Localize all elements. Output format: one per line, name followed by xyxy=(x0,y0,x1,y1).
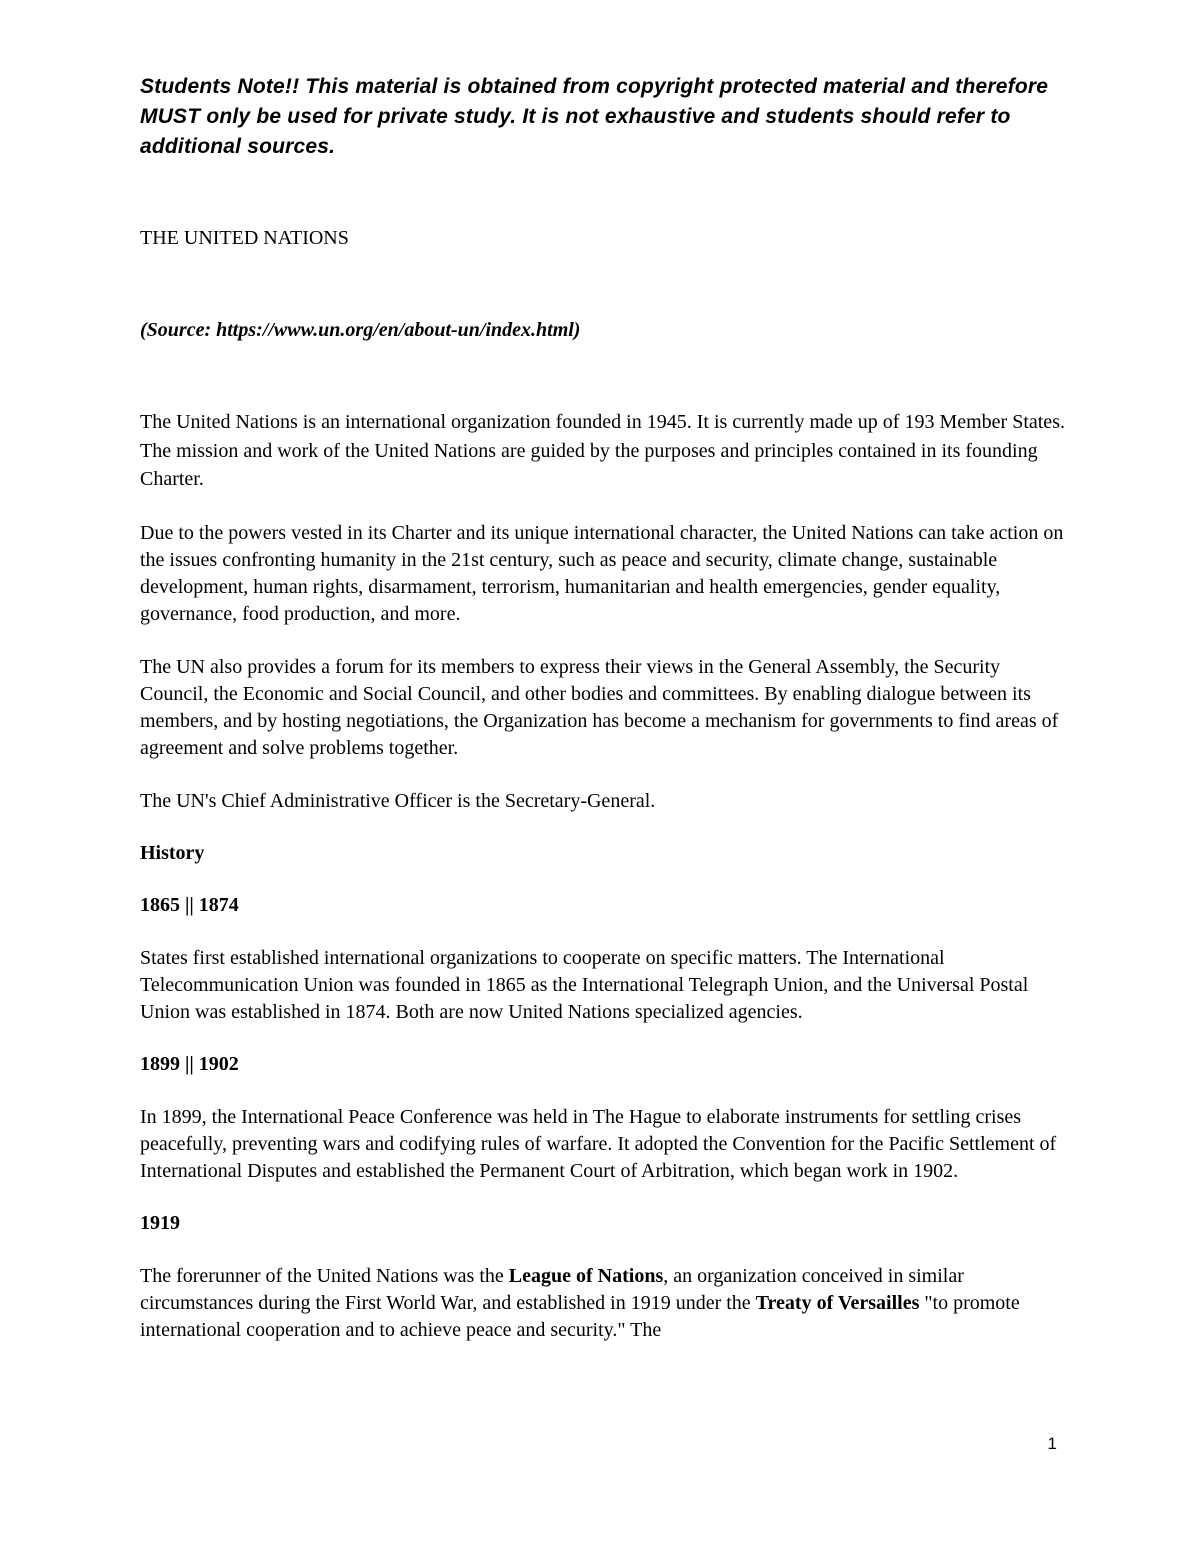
paragraph-1899-1902: In 1899, the International Peace Conference was held in The Hague to elaborate instruments for settling crises peacefully, preventing wars and codifying rules of warfare. It adopted the Convention for the Pacific Settlement of International Disputes and established the Permanent Court of Arbitration, which began work in 1902. xyxy=(140,1105,1057,1182)
league-of-nations-term: League of Nations xyxy=(508,1264,664,1287)
page-content xyxy=(140,72,1070,1344)
paragraph-1865-1874: States first established international organizations to cooperate on specific matters. The International Telecommunication Union was founded in 1865 as the International Telegraph Union, and the Universal Postal Union was established in 1874. Both are now United Nations specialized agencies. xyxy=(140,946,1029,1023)
heading-1899-1902: 1899 || 1902 xyxy=(140,1052,239,1075)
history-heading: History xyxy=(140,841,205,864)
paragraph-1919 xyxy=(140,1263,1070,1344)
document-title: THE UNITED NATIONS xyxy=(140,227,349,249)
heading-1865-1874: 1865 || 1874 xyxy=(140,893,239,916)
paragraph-secretary-general: The UN's Chief Administrative Officer is the Secretary-General. xyxy=(140,789,656,812)
paragraph-1919-part-a: The forerunner of the United Nations was the xyxy=(140,1264,509,1287)
source-citation: (Source: https://www.un.org/en/about-un/index.html) xyxy=(140,319,581,341)
paragraph-1919-part-e: "to promote international cooperation and to achieve peace and security." The xyxy=(140,1291,1020,1341)
heading-1919: 1919 xyxy=(140,1211,180,1234)
students-note: Students Note!! This material is obtained from copyright protected material and therefore MUST only be used for private study. It is not exhaustive and students should refer to additional sources. xyxy=(140,75,1049,158)
page-number: 1 xyxy=(1047,1434,1057,1453)
paragraph-powers: Due to the powers vested in its Charter and its unique international character, the United Nations can take action on the issues confronting humanity in the 21st century, such as peace and security, climate change, sustainable development, human rights, disarmament, terrorism, humanitarian and health emergencies, gender equality, governance, food production, and more. xyxy=(140,521,1064,625)
paragraph-1919-part-c: , an organization conceived in similar circumstances during the First World War, and established in 1919 under the xyxy=(140,1264,964,1314)
treaty-of-versailles-term: Treaty of Versailles xyxy=(755,1291,920,1314)
paragraph-intro: The United Nations is an international organization founded in 1945. It is currently made up of 193 Member States. The mission and work of the United Nations are guided by the purposes and principles contained in its founding Charter. xyxy=(140,411,1065,490)
paragraph-forum: The UN also provides a forum for its members to express their views in the General Assembly, the Security Council, the Economic and Social Council, and other bodies and committees. By enabling dialogue between its members, and by hosting negotiations, the Organization has become a mechanism for governments to find areas of agreement and solve problems together. xyxy=(140,655,1059,759)
